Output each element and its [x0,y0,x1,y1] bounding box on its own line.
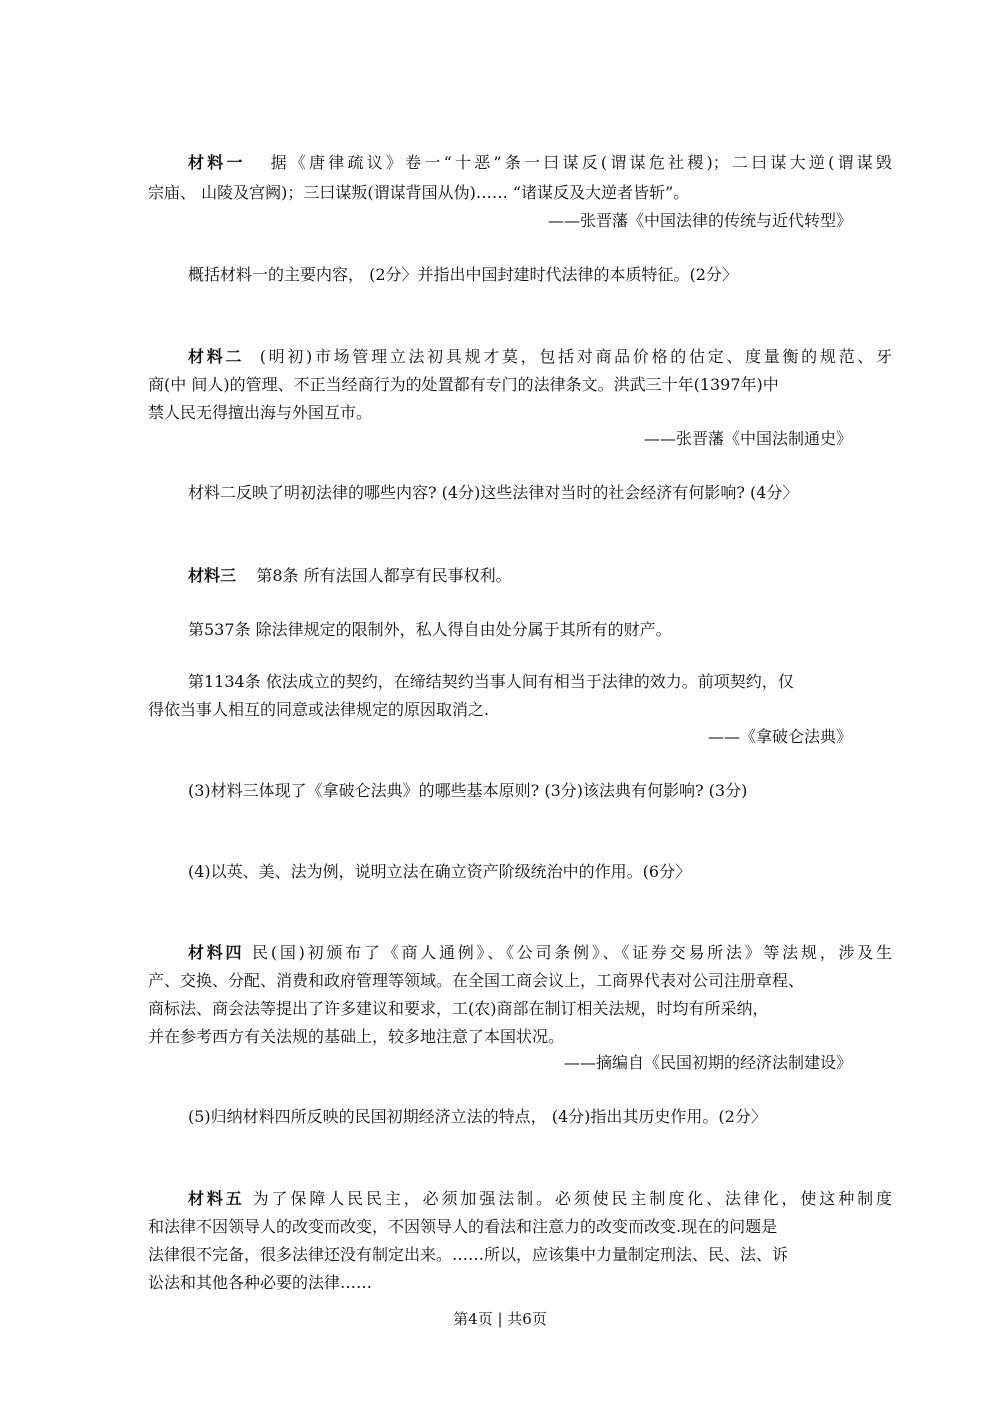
m4-source: ——摘编自《民国初期的经济法制建设》 [563,1053,852,1072]
m5-line2: 和法律不因领导人的改变而改变，不因领导人的看法和注意力的改变而改变.现在的问题是 [148,1217,778,1236]
m2-label: 材料二 [188,347,245,366]
m2-question: 材料二反映了明初法律的哪些内容? (4分)这些法律对当时的社会经济有何影响? (4分〉 [188,483,799,502]
m4-label: 材料四 [188,943,245,962]
m1-source: ——张晋藩《中国法律的传统与近代转型》 [547,211,852,230]
m3-source: ——《拿破仑法典》 [707,727,852,746]
m3-art8-text: 第8条 所有法国人都享有民事权利。 [256,566,512,585]
m1-line2: 宗庙、 山陵及宫阙)；三曰谋叛(谓谋背国从伪)…… “诸谋反及大逆者皆斩”。 [148,183,690,202]
m3-q3: (3)材料三体现了《拿破仑法典》的哪些基本原则? (3分)该法典有何影响? (3分) [188,781,748,800]
m5-line1 [188,1188,892,1210]
m4-line3: 商标法、商会法等提出了许多建议和要求，工(农)商部在制订相关法规，时均有所采纳， [148,999,769,1018]
m3-q4: (4)以英、美、法为例，说明立法在确立资产阶级统治中的作用。(6分〉 [188,862,692,881]
m2-line1-text: (明初)市场管理立法初具规才莫，包括对商品价格的估定、度量衡的规范、牙 [259,347,892,366]
m1-question: 概括材料一的主要内容， (2分〉并指出中国封建时代法律的本质特征。(2分〉 [188,265,738,284]
m3-art1134b: 得依当事人相互的同意或法律规定的原因取消之. [148,700,490,719]
m4-line1 [188,942,892,964]
m5-label: 材料五 [188,1189,245,1208]
m2-line1 [188,346,892,368]
m4-q5: (5)归纳材料四所反映的民国初期经济立法的特点， (4分)指出其历史作用。(2分〉 [188,1107,767,1126]
m1-label: 材料一 [188,153,246,172]
m4-line2: 产、交换、分配、消费和政府管理等领域。在全国工商会议上，工商界代表对公司注册章程、 [148,971,805,990]
m1-line1 [188,152,892,174]
m1-line1-text: 据《唐律疏议》卷一“十恶”条一曰谋反(谓谋危社稷)；二曰谋大逆(谓谋毁 [270,153,892,172]
m3-art1134a: 第1134条 依法成立的契约，在缔结契约当事人间有相当于法律的效力。前项契约，仅 [188,672,794,691]
m3-art8 [188,565,512,587]
m3-art537: 第537条 除法律规定的限制外，私人得自由处分属于其所有的财产。 [188,620,672,639]
page-footer: 第4页 | 共6页 [453,1310,547,1328]
m5-line1-text: 为了保障人民民主，必须加强法制。必须使民主制度化、法律化，使这种制度 [252,1189,892,1208]
m2-source: ——张晋藩《中国法制通史》 [643,429,852,448]
m2-line3: 禁人民无得擅出海与外国互市。 [148,403,373,422]
m5-line3: 法律很不完备，很多法律还没有制定出来。……所以，应该集中力量制定刑法、民、法、诉 [148,1245,789,1264]
m2-line2: 商(中 间人)的管理、不正当经商行为的处置都有专门的法律条文。洪武三十年(1397年)中 [148,375,779,394]
m3-label: 材料三 [188,566,237,585]
m5-line4: 讼法和其他各种必要的法律…… [148,1273,373,1292]
m4-line4: 并在参考西方有关法规的基础上，较多地注意了本国状况。 [148,1027,565,1046]
m4-line1-text: 民(国)初颁布了《商人通例》、《公司条例》、《证券交易所法》等法规，涉及生 [252,943,892,962]
